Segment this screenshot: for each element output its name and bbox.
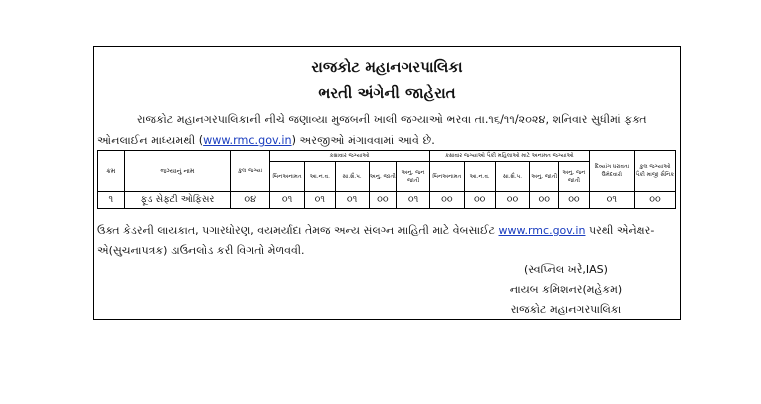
cell-women-sebc: ૦૦: [495, 192, 530, 209]
cell-cat-ews: ૦૧: [304, 192, 335, 209]
subheader-cat-general: બિનઅનામત: [270, 162, 305, 192]
cell-post: ફૂડ સેફ્ટી ઓફિસર: [124, 192, 231, 209]
cell-women-general: ૦૦: [429, 192, 464, 209]
org-title: રાજકોટ મહાનગરપાલિકા: [311, 58, 463, 76]
table-row: [98, 192, 676, 209]
note-website-link[interactable]: www.rmc.gov.in: [498, 224, 586, 237]
notice-title: ભરતી અંગેની જાહેરાત: [318, 84, 456, 102]
note-paragraph: [97, 221, 676, 261]
subheader-women-general: બિનઅનામત: [429, 162, 464, 192]
cell-total: ૦૪: [231, 192, 270, 209]
header-ex-servicemen: કુલ જગ્યાઓ પૈકી માજી સૈનિક: [634, 151, 675, 192]
subheader-women-sc: અનુ. જાતી: [530, 162, 559, 192]
cell-women-ews: ૦૦: [464, 192, 495, 209]
cell-cat-general: ૦૧: [270, 192, 305, 209]
header-category-group: કક્ષાવાર જગ્યાઓ: [270, 151, 430, 162]
note-pre: ઉક્ત કેડરની લાયકાત, પગારધોરણ, વયમર્યાદા તેમજ અન્ય સંલગ્ન માહિતી માટે વેબસાઈટ: [97, 224, 499, 237]
header-women-group: કક્ષાવાર જગ્યાઓ પૈકી મહિલાઓ માટે અનામત જગ્યાઓ: [429, 151, 589, 162]
signatory-designation: નાયબ કમિશનર(મહેકમ): [509, 283, 623, 296]
intro-line1: રાજકોટ મહાનગરપાલિકાની નીચે જણાવ્યા મુજબની ખાલી જગ્યાઓ ભરવા તા.૧૬/૧૧/૨૦૨૪, શનિવાર સુધીમાં ફક્ત: [137, 113, 647, 126]
header-total: કુલ જગ્યા: [231, 151, 270, 192]
subheader-women-sebc: સા.શૈ.પ.: [495, 162, 530, 192]
subheader-women-ews: આ.ન.વ.: [464, 162, 495, 192]
subheader-cat-st: અનુ. જન જાતી: [397, 162, 430, 192]
cell-women-st: ૦૦: [559, 192, 590, 209]
note-post: પરથી એનેક્ષર-એ(સુચનાપત્રક) ડાઉનલોડ કરી વિગતો મેળવવી.: [97, 224, 655, 257]
cell-ex-servicemen: ૦૦: [634, 192, 675, 209]
intro-line2-post: ) અરજીઓ મંગાવવામાં આવે છે.: [291, 134, 435, 147]
subheader-women-st: અનુ. જન જાતી: [559, 162, 590, 192]
website-link[interactable]: www.rmc.gov.in: [203, 134, 292, 147]
cell-disabled: ૦૧: [589, 192, 634, 209]
cell-cat-sc: ૦૦: [369, 192, 397, 209]
vacancy-table: [97, 150, 676, 209]
subheader-cat-sebc: સા.શૈ.પ.: [335, 162, 369, 192]
intro-line2-pre: ઓનલાઈન માધ્યમથી (: [97, 134, 204, 147]
subheader-cat-sc: અનુ. જાતી: [369, 162, 397, 192]
header-post: જગ્યાનું નામ: [124, 151, 231, 192]
signatory-org: રાજકોટ મહાનગરપાલિકા: [510, 303, 622, 316]
notice-box: [93, 46, 681, 320]
header-sr: ક્રમ: [98, 151, 125, 192]
cell-women-sc: ૦૦: [530, 192, 559, 209]
intro-paragraph: [97, 109, 676, 151]
signatory-name: (સ્વપ્નિલ ખરે,IAS): [524, 263, 608, 276]
cell-sr: ૧: [98, 192, 125, 209]
subheader-cat-ews: આ.ન.વ.: [304, 162, 335, 192]
cell-cat-sebc: ૦૧: [335, 192, 369, 209]
header-disabled: દિવ્યાંગ ધરાવતા ઉમેદવારો: [589, 151, 634, 192]
cell-cat-st: ૦૧: [397, 192, 430, 209]
